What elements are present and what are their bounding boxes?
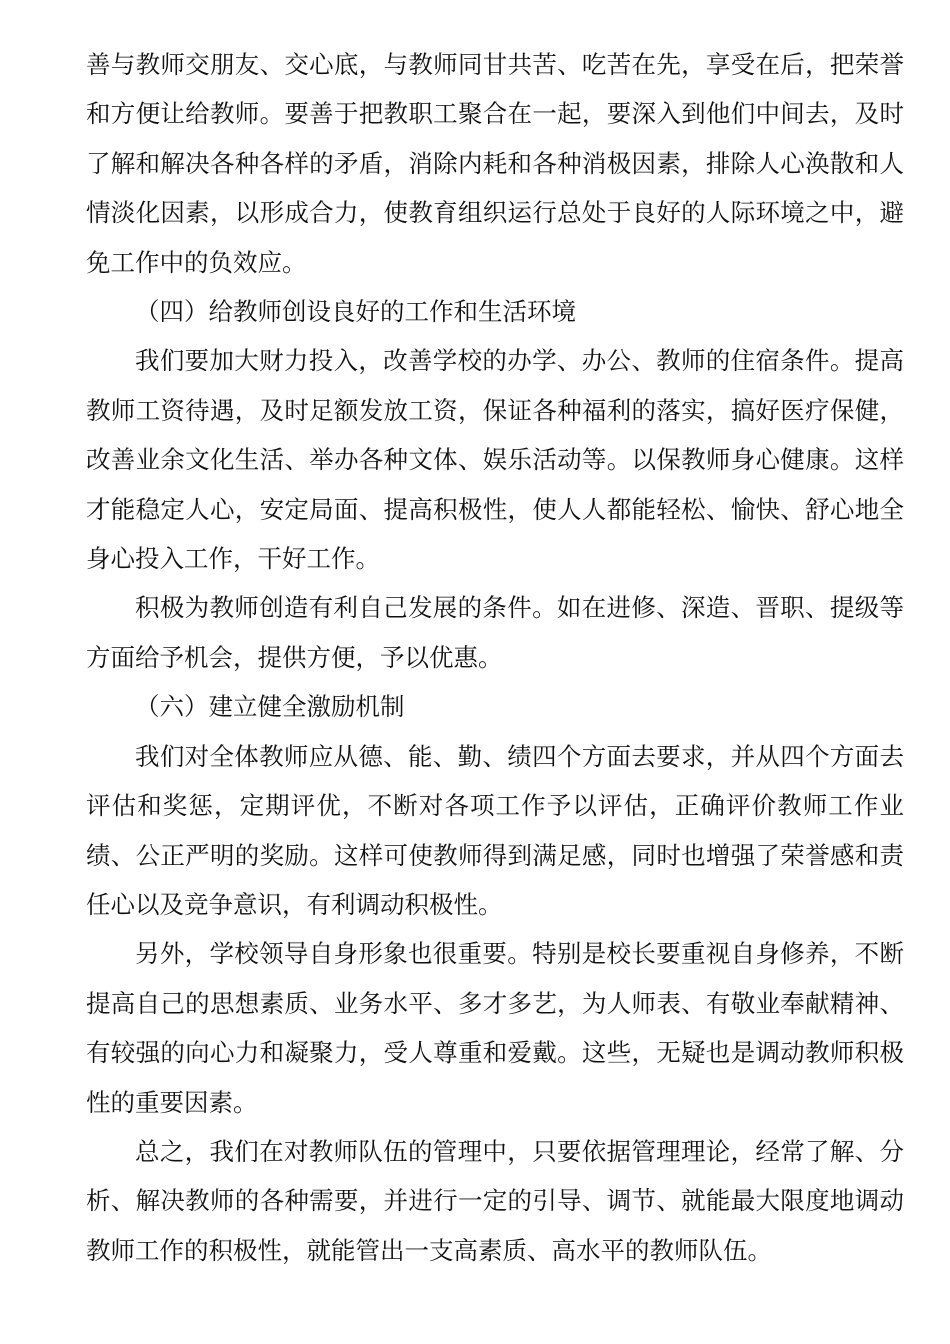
paragraph: 积极为教师创造有利自己发展的条件。如在进修、深造、晋职、提级等方面给予机会，提供方便，予以优惠。 (86, 593, 904, 672)
paragraph: 我们对全体教师应从德、能、勤、绩四个方面去要求，并从四个方面去评估和奖惩，定期评优，不断对各项工作予以评估，正确评价教师工作业绩、公正严明的奖励。这样可使教师得到满足感，同时也增强了荣誉感和责任心以及竞争意识，有利调动积极性。 (86, 741, 904, 919)
section-heading-six: （六）建立健全激励机制 (135, 692, 405, 722)
paragraph: 总之，我们在对教师队伍的管理中，只要依据管理理论，经常了解、分析、解决教师的各种需要，并进行一定的引导、调节、就能最大限度地调动教师工作的积极性，就能管出一支高素质、高水平的教师队伍。 (86, 1136, 904, 1265)
document-page (86, 40, 904, 1275)
paragraph-continued: 善与教师交朋友、交心底，与教师同甘共苦、吃苦在先，享受在后，把荣誉和方便让给教师。要善于把教职工聚合在一起，要深入到他们中间去，及时了解和解决各种各样的矛盾，消除内耗和各种消极因素，排除人心涣散和人情淡化因素，以形成合力，使教育组织运行总处于良好的人际环境之中，避免工作中的负效应。 (86, 50, 904, 277)
paragraph: 我们要加大财力投入，改善学校的办学、办公、教师的住宿条件。提高教师工资待遇，及时足额发放工资，保证各种福利的落实，搞好医疗保健，改善业余文化生活、举办各种文体、娱乐活动等。以保教师身心健康。这样才能稳定人心，安定局面、提高积极性，使人人都能轻松、愉快、舒心地全身心投入工作，干好工作。 (86, 346, 904, 574)
section-heading-four: （四）给教师创设良好的工作和生活环境 (135, 297, 576, 327)
paragraph: 另外，学校领导自身形象也很重要。特别是校长要重视自身修养，不断提高自己的思想素质、业务水平、多才多艺，为人师表、有敬业奉献精神、有较强的向心力和凝聚力，受人尊重和爱戴。这些，无疑也是调动教师积极性的重要因素。 (86, 939, 904, 1117)
